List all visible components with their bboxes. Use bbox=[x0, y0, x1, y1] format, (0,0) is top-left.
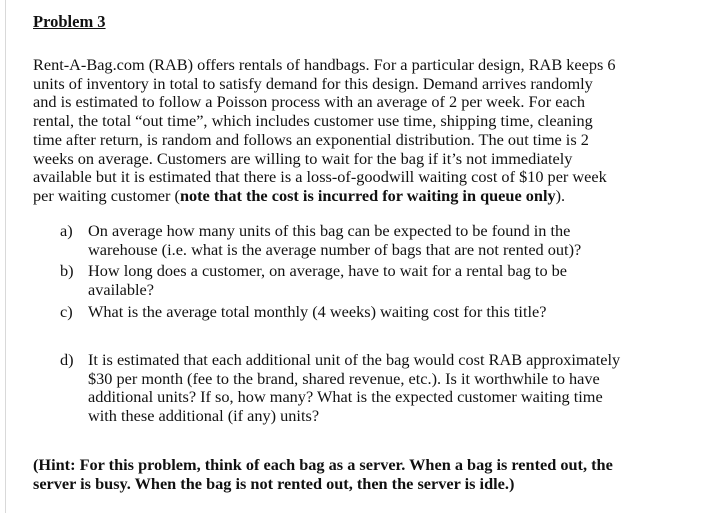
problem-statement bbox=[33, 56, 688, 206]
statement-line: units of inventory in total to satisfy demand for this design. Demand arrives randomly bbox=[33, 73, 593, 93]
page-edge-divider bbox=[5, 0, 6, 513]
statement-line: rental, the total “out time”, which includes customer use time, shipping time, cleaning bbox=[33, 111, 593, 131]
question-line: warehouse (i.e. what is the average number of bags that are not rented out)? bbox=[88, 239, 582, 259]
statement-text: ). bbox=[555, 185, 566, 205]
hint-line: (Hint: For this problem, think of each bag as a server. When a bag is rented out, the bbox=[33, 455, 613, 474]
question-line: $30 per month (fee to the brand, shared revenue, etc.). Is it worthwhile to have bbox=[88, 368, 600, 388]
question-line: How long does a customer, on average, have to wait for a rental bag to be bbox=[88, 261, 568, 280]
statement-text: per waiting customer ( bbox=[33, 185, 180, 205]
statement-line: time after return, is random and follows an exponential distribution. The out time is 2 bbox=[33, 129, 589, 149]
hint-note bbox=[33, 456, 693, 493]
statement-line: available but it is estimated that there is a loss-of-goodwill waiting cost of $10 per week bbox=[33, 167, 607, 187]
question-text bbox=[88, 351, 688, 426]
question-line: It is estimated that each additional unit of the bag would cost RAB approximately bbox=[88, 350, 621, 369]
question-line: available? bbox=[88, 279, 154, 299]
problem-title: Problem 3 bbox=[33, 12, 106, 31]
question-text bbox=[88, 303, 688, 322]
question-line: with these additional (if any) units? bbox=[88, 406, 320, 426]
question-label: b) bbox=[60, 261, 74, 280]
question-label: d) bbox=[60, 350, 74, 369]
hint-line: server is busy. When the bag is not rented out, then the server is idle.) bbox=[33, 473, 515, 493]
question-line: What is the average total monthly (4 weeks) waiting cost for this title? bbox=[88, 302, 547, 321]
question-text bbox=[88, 262, 688, 299]
bold-note: note that the cost is incurred for waiting in queue only bbox=[179, 185, 556, 205]
question-text bbox=[88, 222, 688, 259]
question-label: a) bbox=[60, 221, 73, 240]
statement-line: Rent-A-Bag.com (RAB) offers rentals of handbags. For a particular design, RAB keeps 6 bbox=[33, 55, 616, 74]
question-line: additional units? If so, how many? What is the expected customer waiting time bbox=[88, 387, 603, 407]
statement-line-with-note bbox=[33, 187, 688, 206]
statement-line: weeks on average. Customers are willing to wait for the bag if it’s not immediately bbox=[33, 148, 573, 168]
question-label: c) bbox=[60, 302, 73, 321]
question-line: On average how many units of this bag can be expected to be found in the bbox=[88, 221, 571, 240]
statement-line: and is estimated to follow a Poisson process with an average of 2 per week. For each bbox=[33, 92, 586, 112]
